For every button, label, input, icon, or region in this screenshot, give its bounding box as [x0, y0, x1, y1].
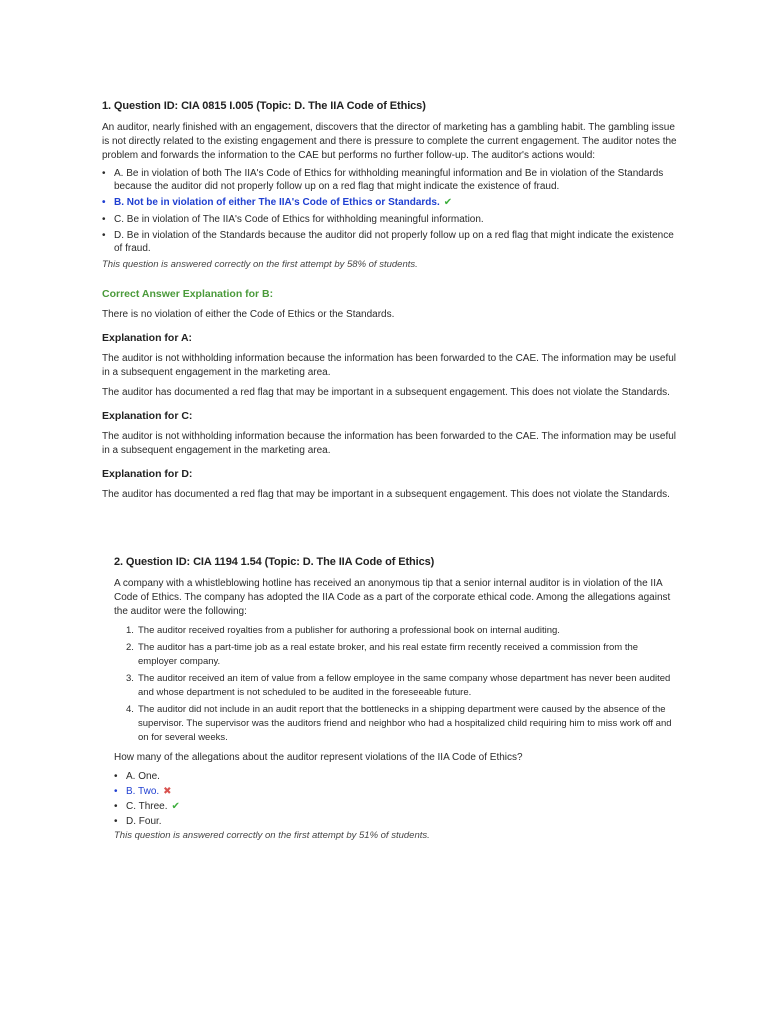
question-1-options	[102, 168, 682, 255]
question-2-stem: A company with a whistleblowing hotline has received an anonymous tip that a senior internal auditor is in violation of the IIA Code of Ethics. The company has adopted the IIA Code as a part of the corporate ethical code. Among the allegations against the auditor were the following:	[114, 578, 671, 617]
question-2-stat: This question is answered correctly on the first attempt by 51% of students.	[114, 830, 430, 841]
question-1-title: 1. Question ID: CIA 0815 I.005 (Topic: D. The IIA Code of Ethics)	[102, 100, 426, 112]
correct-answer-heading: Correct Answer Explanation for B:	[102, 288, 274, 300]
allegation-number: 4.	[126, 704, 134, 715]
explanation-a-heading: Explanation for A:	[102, 332, 193, 344]
option-c-text: C. Be in violation of The IIA's Code of Ethics for withholding meaningful information.	[114, 213, 484, 225]
explanation-c-text: The auditor is not withholding information because the information has been forwarded to the CAE. The information may be useful in a subsequent engagement in the marketing area.	[102, 431, 677, 456]
explanation-c-heading: Explanation for C:	[102, 410, 193, 422]
option-d	[114, 815, 674, 828]
explanation-d-text: The auditor has documented a red flag that may be important in a subsequent engagement. This does not violate the Standards.	[102, 489, 670, 500]
option-b-text: B. Two.	[126, 786, 160, 797]
question-2	[114, 556, 674, 859]
option-b-selected	[114, 785, 674, 798]
option-c-text: C. Three.	[126, 801, 168, 812]
question-1-stat: This question is answered correctly on the first attempt by 58% of students.	[102, 259, 418, 270]
option-a-text: A. Be in violation of both The IIA's Code of Ethics for withholding meaningful information and Be in violation of the Standards because the auditor did not properly follow up on a red flag that might indicate the existence of fraud.	[114, 168, 664, 192]
question-2-options	[114, 770, 674, 828]
allegation-item	[126, 641, 674, 669]
allegation-number: 2.	[126, 642, 134, 653]
allegation-number: 1.	[126, 625, 134, 636]
allegation-item	[126, 624, 674, 638]
question-1	[102, 100, 682, 508]
allegation-text: The auditor has a part-time job as a real estate broker, and his real estate firm recently received a commission from the employer company.	[138, 642, 639, 667]
option-b-selected	[102, 197, 682, 210]
option-a	[102, 168, 682, 193]
allegation-item	[126, 703, 674, 745]
allegation-item	[126, 672, 674, 700]
option-c	[102, 214, 682, 227]
question-2-title: 2. Question ID: CIA 1194 1.54 (Topic: D. The IIA Code of Ethics)	[114, 556, 435, 568]
option-a	[114, 770, 674, 783]
allegations-list	[114, 624, 674, 745]
allegation-number: 3.	[126, 673, 134, 684]
check-icon: ✔	[171, 801, 180, 812]
question-1-stem: An auditor, nearly finished with an engagement, discovers that the director of marketing has a gambling habit. The gambling issue is not directly related to the existing engagement and there is pressure to complete the current engagement. The auditor notes the problem and forwards the information to the CAE but performs no further follow-up. The auditor's actions would:	[102, 122, 677, 161]
option-d	[102, 230, 682, 255]
allegation-text: The auditor received an item of value from a fellow employee in the same company whose department has never been audited and whose department is not scheduled to be audited in the foreseeable future.	[138, 673, 671, 698]
allegation-text: The auditor did not include in an audit report that the bottlenecks in a shipping department were caused by the absence of the supervisor. The supervisor was the auditors friend and neighbor who had a hospitalized child requiring him to miss work off and on for several weeks.	[138, 704, 672, 743]
explanation-a-text-2: The auditor has documented a red flag that may be important in a subsequent engagement. This does not violate the Standards.	[102, 387, 670, 398]
option-b-text: B. Not be in violation of either The IIA's Code of Ethics or Standards.	[114, 197, 440, 208]
allegation-text: The auditor received royalties from a publisher for authoring a professional book on internal auditing.	[138, 625, 560, 636]
option-d-text: D. Be in violation of the Standards because the auditor did not properly follow up on a red flag that might indicate the existence of fraud.	[114, 230, 674, 254]
question-2-prompt: How many of the allegations about the auditor represent violations of the IIA Code of Ethics?	[114, 752, 523, 763]
cross-icon: ✖	[163, 786, 172, 797]
explanation-a-text-1: The auditor is not withholding information because the information has been forwarded to the CAE. The information may be useful in a subsequent engagement in the marketing area.	[102, 353, 677, 378]
explanation-d-heading: Explanation for D:	[102, 468, 193, 480]
correct-answer-text: There is no violation of either the Code of Ethics or the Standards.	[102, 309, 395, 320]
option-c	[114, 800, 674, 813]
check-icon: ✔	[443, 197, 453, 208]
option-d-text: D. Four.	[126, 816, 162, 827]
option-a-text: A. One.	[126, 771, 160, 782]
